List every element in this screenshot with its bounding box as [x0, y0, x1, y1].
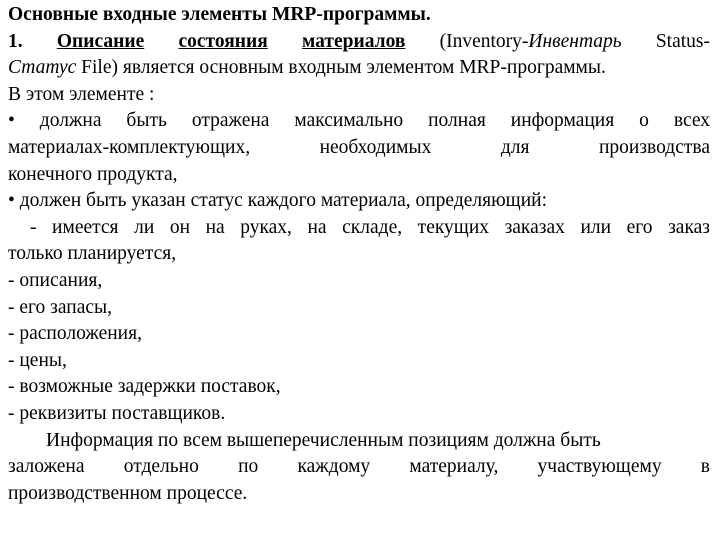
bullet-1-line-2: материалах-комплектующих, необходимых для производства: [8, 136, 710, 158]
section-term-1: Описание: [56, 30, 145, 52]
section-1-line-2: [8, 55, 710, 82]
paren-close: File): [76, 57, 118, 79]
closing-line-2: заложена отдельно по каждому материалу, участвующему в: [8, 456, 710, 478]
section-term-2: состояния: [178, 30, 268, 52]
intro-text: В этом элементе :: [8, 83, 155, 105]
sub-item-1-line-1: - имеется ли он на руках, на складе, текущих заказах или его заказ: [30, 216, 710, 238]
list-item: - реквизиты поставщиков.: [8, 402, 226, 424]
bullet-1-line-1: • должна быть отражена максимально полная информация о всех: [8, 110, 710, 132]
bullet-1-line-3: конечного продукта,: [8, 163, 178, 185]
closing-line-3: производственном процессе.: [8, 482, 248, 504]
paren-italic-inventory: Инвентарь: [528, 30, 622, 52]
list-item: - цены,: [8, 349, 67, 371]
section-number: 1.: [8, 30, 23, 52]
list-item: - расположения,: [8, 323, 142, 345]
section-line-2-rest: является основным входным элементом MRP-программы.: [117, 57, 606, 79]
list-item: - описания,: [8, 269, 103, 291]
list-item: - его запасы,: [8, 296, 112, 318]
section-1-heading-line: [8, 29, 710, 56]
closing-line-1: Информация по всем вышеперечисленным позициям должна быть: [46, 429, 601, 451]
paren-mid: Status-: [621, 30, 710, 52]
document-title: Основные входные элементы MRP-программы.: [8, 4, 431, 25]
section-term-3: материалов: [302, 30, 406, 52]
paren-italic-status: Статус: [8, 57, 77, 79]
list-item: - возможные задержки поставок,: [8, 376, 281, 398]
sub-item-1-line-2: только планируется,: [8, 243, 177, 265]
bullet-2-line-1: • должен быть указан статус каждого материала, определяющий:: [8, 190, 547, 212]
paren-open: (Inventory-: [439, 30, 529, 52]
